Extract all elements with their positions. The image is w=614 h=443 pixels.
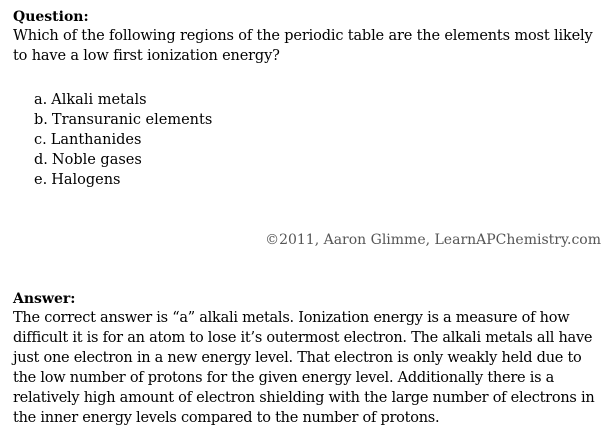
option-text: Halogens	[51, 172, 121, 188]
option-text: Noble gases	[51, 152, 142, 168]
option-item	[34, 90, 212, 110]
document-page	[13, 8, 608, 426]
copyright-notice: ©2011, Aaron Glimme, LearnAPChemistry.com	[265, 232, 601, 248]
option-item	[34, 150, 212, 170]
question-heading: Question:	[13, 9, 89, 25]
answer-text: The correct answer is “a” alkali metals. Ionization energy is a measure of how difficult it is for an atom to lose it’s outermost electron. The alkali metals all have just one electron in a new energy level. That electron is only weakly held due to the low number of protons for the given energy level. Additionally there is a relatively high amount of electron shielding with the large number of electrons in the inner energy levels compared to the number of protons.	[13, 310, 595, 426]
option-item	[34, 170, 212, 190]
answer-section	[13, 290, 608, 428]
answer-heading: Answer:	[13, 291, 76, 307]
option-letter: e.	[34, 172, 48, 188]
option-letter: c.	[34, 132, 47, 148]
option-letter: b.	[34, 112, 48, 128]
question-section	[13, 8, 608, 66]
option-letter: a.	[34, 92, 48, 108]
option-letter: d.	[34, 152, 48, 168]
option-item	[34, 130, 212, 150]
answer-options-list	[34, 90, 212, 190]
option-text: Lanthanides	[50, 132, 142, 148]
option-text: Alkali metals	[51, 92, 147, 108]
question-text: Which of the following regions of the periodic table are the elements most likely to have a low first ionization energy?	[13, 28, 593, 64]
option-text: Transuranic elements	[51, 112, 213, 128]
option-item	[34, 110, 212, 130]
